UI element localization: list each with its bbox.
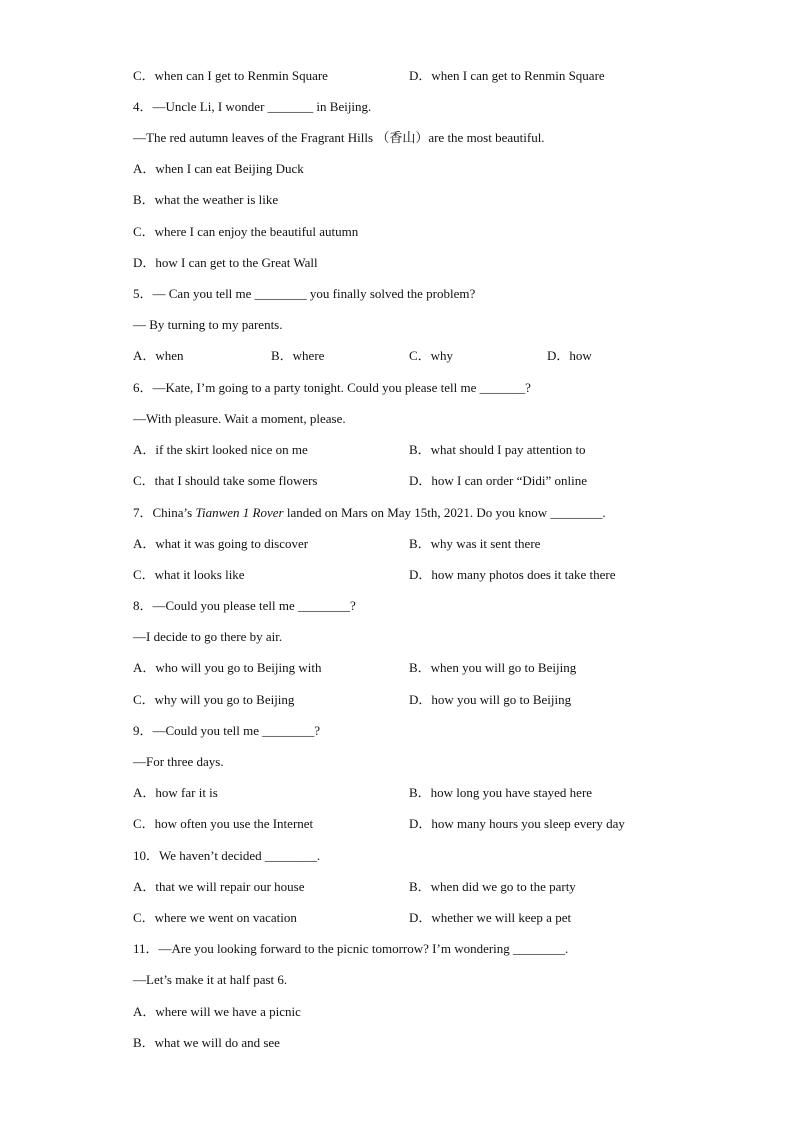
q9-stem: 9．—Could you tell me ________? [133, 723, 321, 738]
q6-reply: —With pleasure. Wait a moment, please. [133, 411, 346, 426]
q4-option-b: B．what the weather is like [133, 192, 279, 207]
q8-option-d: D．how you will go to Beijing [409, 692, 572, 707]
q8-option-a: A．who will you go to Beijing with [133, 660, 322, 675]
q11-option-a: A．where will we have a picnic [133, 1004, 301, 1019]
q4-option-d: D．how I can get to the Great Wall [133, 255, 318, 270]
q5-reply: — By turning to my parents. [133, 317, 283, 332]
q6-option-d: D．how I can order “Didi” online [409, 473, 587, 488]
q5-option-c: C．why [409, 348, 454, 363]
q4-reply: —The red autumn leaves of the Fragrant Hills （香山）are the most beautiful. [133, 130, 545, 145]
q5-stem: 5．— Can you tell me ________ you finally solved the problem? [133, 286, 476, 301]
q4-stem: 4．—Uncle Li, I wonder _______ in Beijing. [133, 99, 372, 114]
q10-option-d: D．whether we will keep a pet [409, 910, 572, 925]
q7-stem [133, 504, 606, 522]
q7-option-c: C．what it looks like [133, 567, 245, 582]
q6-option-c: C．that I should take some flowers [133, 473, 318, 488]
q4-option-c: C．where I can enjoy the beautiful autumn [133, 224, 359, 239]
q6-option-b: B．what should I pay attention to [409, 442, 586, 457]
q6-option-a: A．if the skirt looked nice on me [133, 442, 308, 457]
q7-stem-prefix: 7．China’s [133, 505, 196, 520]
q8-stem: 8．—Could you please tell me ________? [133, 598, 356, 613]
q6-stem: 6．—Kate, I’m going to a party tonight. Could you please tell me _______? [133, 380, 531, 395]
q11-stem: 11．—Are you looking forward to the picnic tomorrow? I’m wondering ________. [133, 941, 569, 956]
q8-reply: —I decide to go there by air. [133, 629, 283, 644]
q8-option-c: C．why will you go to Beijing [133, 692, 295, 707]
q5-option-a: A．when [133, 348, 184, 363]
q8-option-b: B．when you will go to Beijing [409, 660, 577, 675]
q11-reply: —Let’s make it at half past 6. [133, 972, 288, 987]
q10-option-a: A．that we will repair our house [133, 879, 305, 894]
q10-option-c: C．where we went on vacation [133, 910, 297, 925]
q5-option-d: D．how [547, 348, 592, 363]
q11-option-b: B．what we will do and see [133, 1035, 280, 1050]
q3-option-c: C．when can I get to Renmin Square [133, 68, 328, 83]
q7-option-b: B．why was it sent there [409, 536, 541, 551]
q9-reply: —For three days. [133, 754, 224, 769]
q4-option-a: A．when I can eat Beijing Duck [133, 161, 304, 176]
q9-option-a: A．how far it is [133, 785, 218, 800]
q7-stem-suffix: landed on Mars on May 15th, 2021. Do you know ________. [283, 505, 606, 520]
q7-option-d: D．how many photos does it take there [409, 567, 616, 582]
q3-option-d: D．when I can get to Renmin Square [409, 68, 605, 83]
q5-option-b: B．where [271, 348, 325, 363]
q9-option-c: C．how often you use the Internet [133, 816, 314, 831]
q9-option-b: B．how long you have stayed here [409, 785, 593, 800]
q10-option-b: B．when did we go to the party [409, 879, 576, 894]
q10-stem: 10．We haven’t decided ________. [133, 848, 321, 863]
q7-stem-italic: Tianwen 1 Rover [195, 505, 284, 520]
q9-option-d: D．how many hours you sleep every day [409, 816, 625, 831]
q7-option-a: A．what it was going to discover [133, 536, 309, 551]
